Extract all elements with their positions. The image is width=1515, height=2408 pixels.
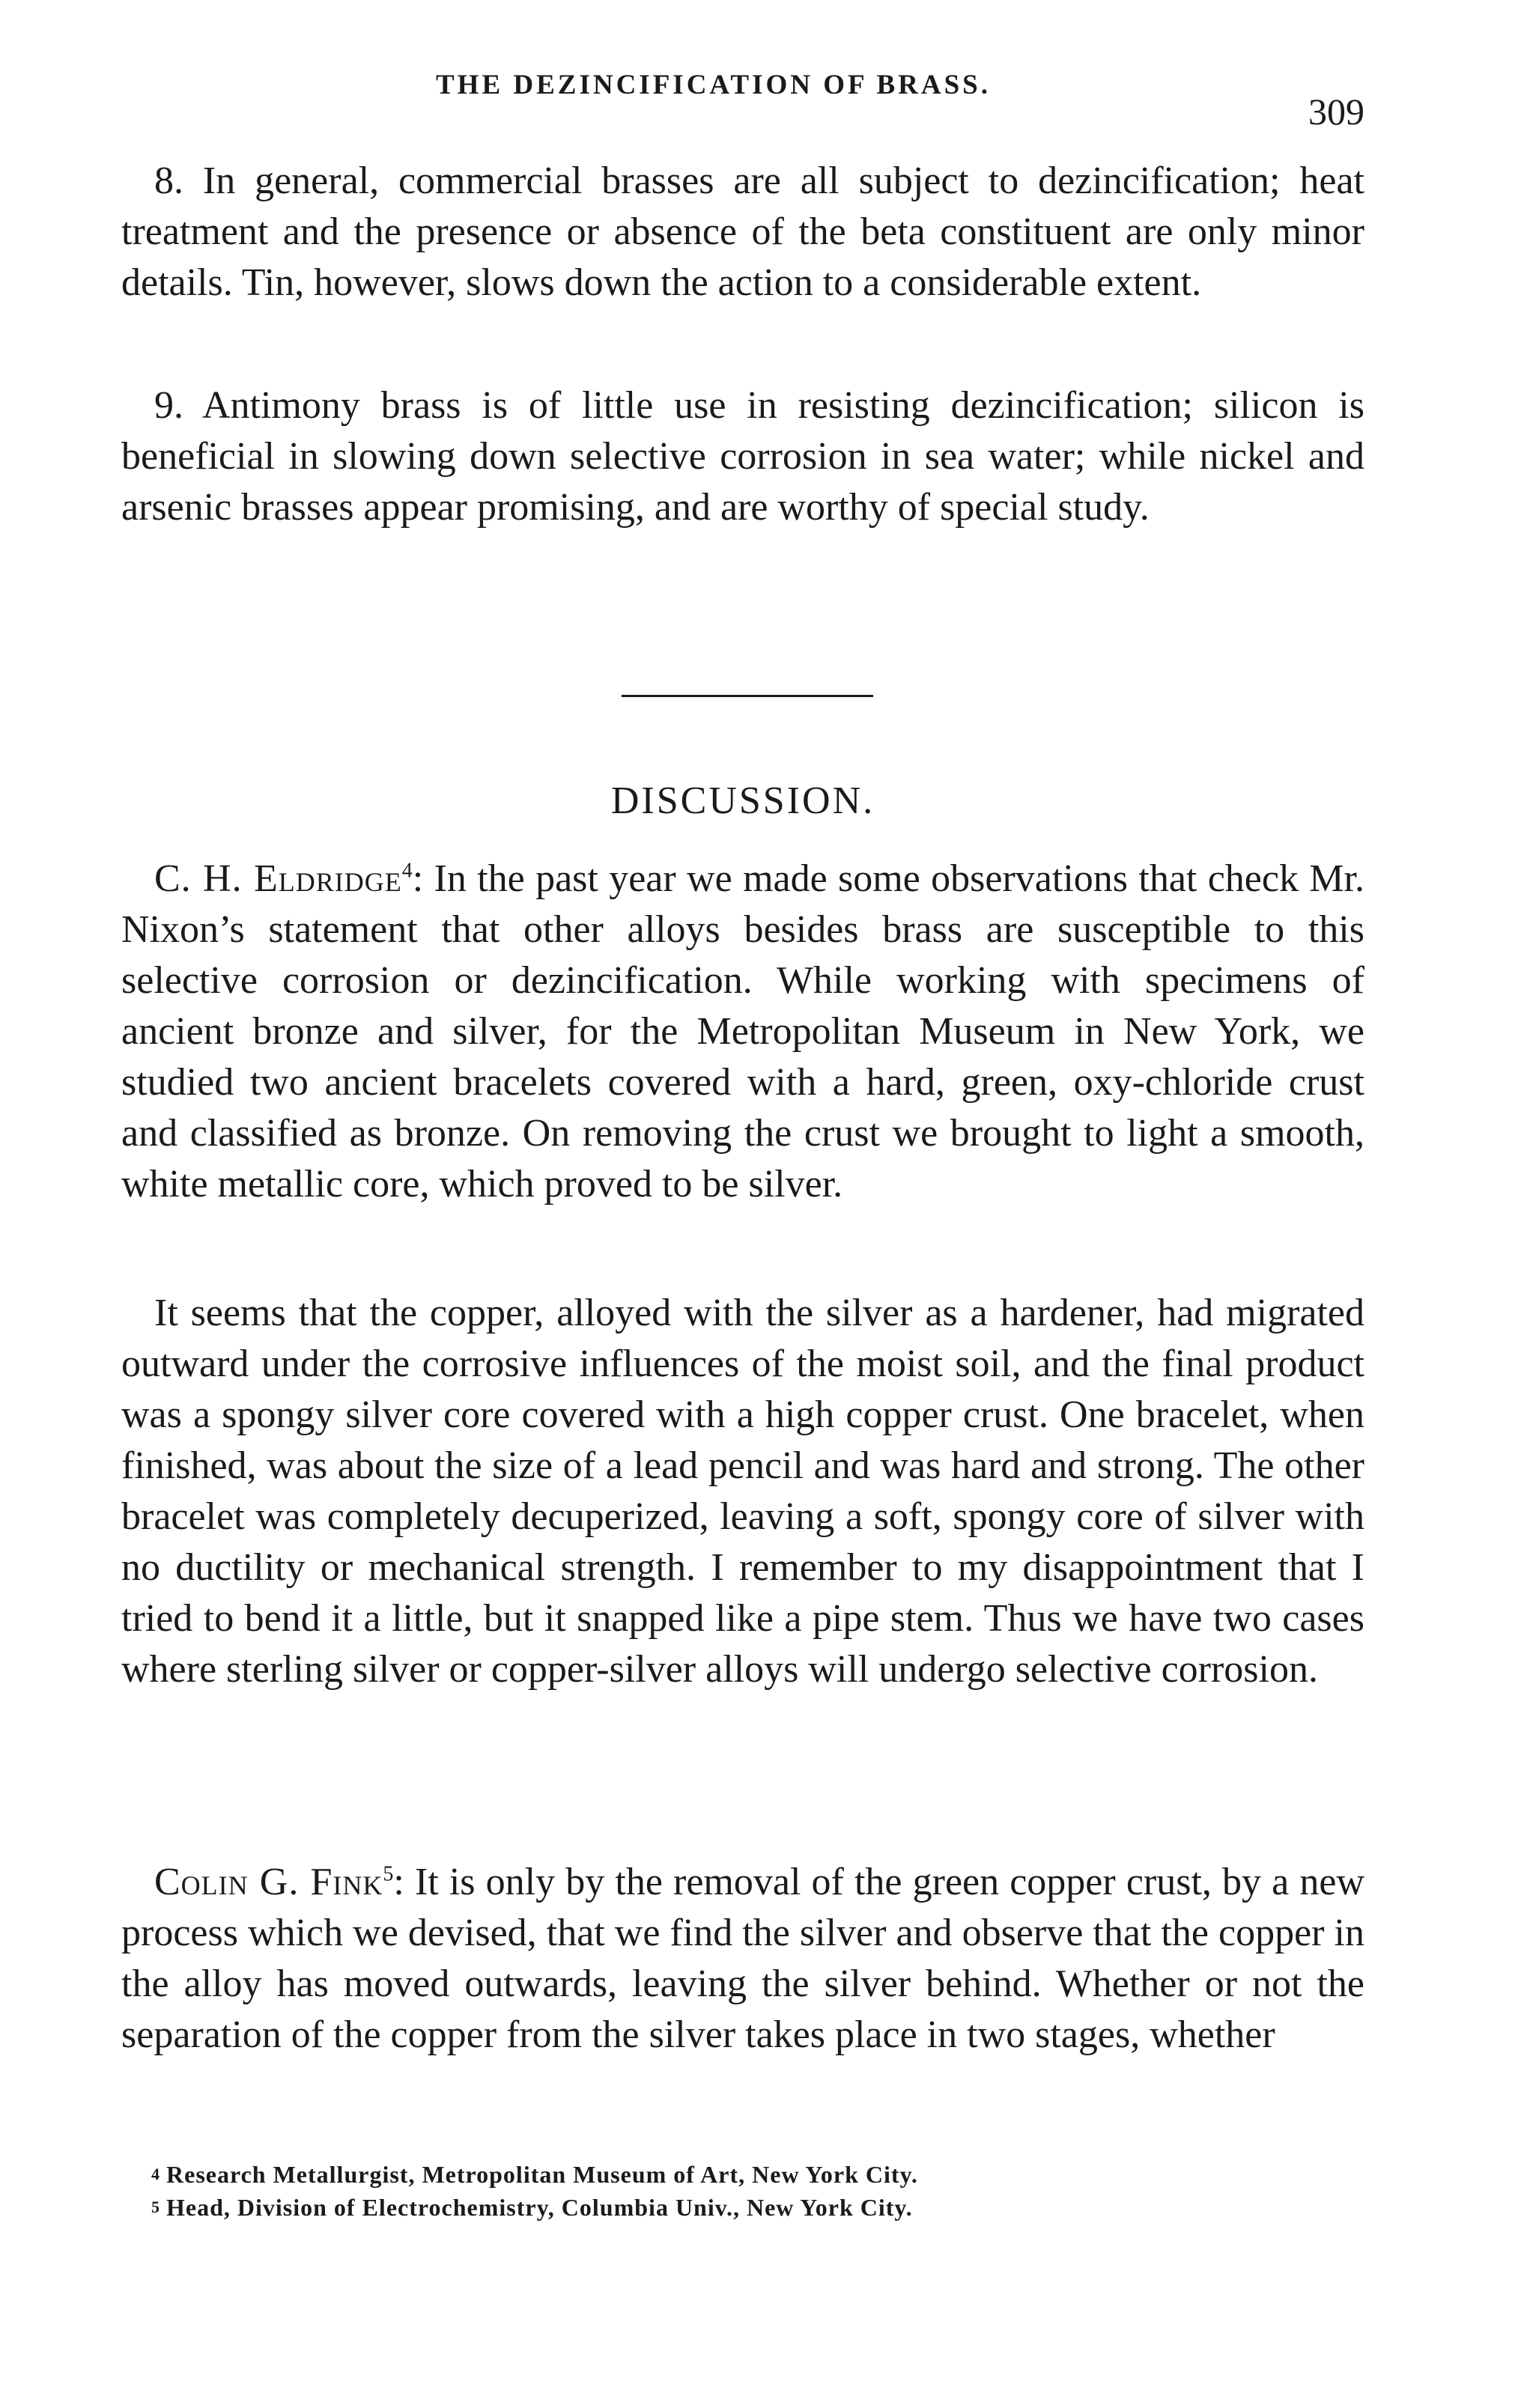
speaker-colon: : xyxy=(393,1861,404,1903)
running-head xyxy=(121,69,1364,133)
discussion-heading: DISCUSSION. xyxy=(610,779,875,822)
footnote-ref-5[interactable]: 5 xyxy=(383,1862,394,1886)
running-title: THE DEZINCIFICATION OF BRASS. xyxy=(436,70,992,100)
footnote-text: Research Metallurgist, Metropolitan Museum of Art, New York City. xyxy=(166,2161,918,2188)
footnote-text: Head, Division of Electrochemistry, Columbia Univ., New York City. xyxy=(166,2194,913,2221)
item-8-paragraph: 8. In general, commercial brasses are all subject to dezincification; heat treatment and the presence or absence of the beta constituent are only minor details. Tin, however, slows down the action to a considerable extent. xyxy=(121,159,1364,304)
speaker-eldridge: C. H. Eldridge xyxy=(154,857,402,900)
speaker-fink: Colin G. Fink xyxy=(154,1861,383,1903)
eldridge-paragraph xyxy=(121,854,1364,1210)
section-divider xyxy=(622,695,873,697)
footnotes xyxy=(151,2158,1364,2224)
footnote-ref-4[interactable]: 4 xyxy=(401,859,413,883)
footnote-4 xyxy=(151,2158,1364,2191)
fink-paragraph xyxy=(121,1857,1364,2061)
eldridge-text: In the past year we made some observations that check Mr. Nixon’s statement that other alloys besides brass are susceptible to this selective corrosion or dezincification. While working with specimens of ancient bronze and silver, for the Metropolitan Museum in New York, we studied two ancient bracelets covered with a hard, green, oxy-chloride crust and classified as bronze. On removing the crust we brought to light a smooth, white metallic core, which proved to be silver. xyxy=(121,857,1364,1205)
item-9-paragraph: 9. Antimony brass is of little use in resisting dezincification; silicon is beneficial in slowing down selective corrosion in sea water; while nickel and arsenic brasses appear promising, and are worthy of special study. xyxy=(121,384,1364,529)
footnote-mark: 4 xyxy=(151,2165,160,2183)
fink-text: It is only by the removal of the green copper crust, by a new process which we devised, that we find the silver and observe that the copper in the alloy has moved outwards, leaving the silver behind. Whether or not the separation of the copper from the silver takes place in two stages, whether xyxy=(121,1861,1365,2056)
page-number: 309 xyxy=(1308,91,1364,133)
speaker-colon: : xyxy=(412,857,424,900)
footnote-mark: 5 xyxy=(151,2198,160,2216)
footnote-5 xyxy=(151,2191,1364,2224)
copper-migration-paragraph: It seems that the copper, alloyed with the silver as a hardener, had migrated outward under the corrosive influences of the moist soil, and the final product was a spongy silver core covered with a high copper crust. One bracelet, when finished, was about the size of a lead pencil and was hard and strong. The other bracelet was completely decuperized, leaving a soft, spongy core of silver with no ductility or mechanical strength. I remember to my disappointment that I tried to bend it a little, but it snapped like a pipe stem. Thus we have two cases where sterling silver or copper-silver alloys will undergo selective corrosion. xyxy=(121,1292,1364,1691)
